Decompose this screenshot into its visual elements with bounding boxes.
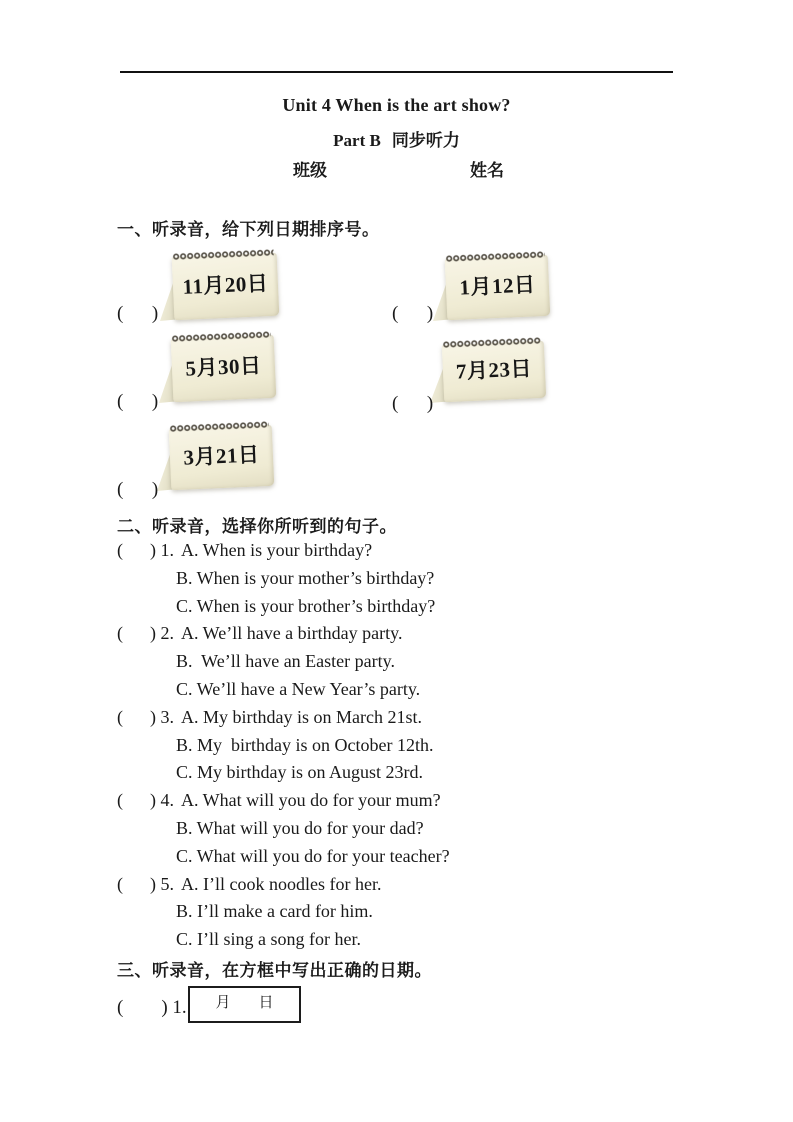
section1-heading: 一、听录音，给下列日期排序号。 bbox=[117, 220, 380, 239]
calendar-date: 7月23日 bbox=[455, 355, 533, 384]
question-1-option-a: A. When is your birthday? bbox=[181, 540, 373, 560]
calendar-photo-mar21 bbox=[157, 421, 273, 491]
question-list bbox=[117, 537, 677, 954]
day-label: 日 bbox=[258, 995, 274, 1011]
calendar-photo-jul23 bbox=[430, 337, 545, 403]
calendar-spiral-binding bbox=[443, 336, 541, 349]
page-subtitle bbox=[0, 126, 793, 151]
calendar-date: 5月30日 bbox=[184, 352, 262, 381]
question-3-answer-marker: ( ) 3. bbox=[117, 706, 174, 727]
question-2-option-b: B. We’ll have an Easter party. bbox=[176, 651, 395, 672]
class-label: 班级 bbox=[293, 161, 327, 180]
calendar-paper bbox=[169, 425, 275, 490]
question-5-option-b: B. I’ll make a card for him. bbox=[176, 901, 373, 922]
question-1-option-c: C. When is your brother’s birthday? bbox=[176, 595, 436, 616]
calendar-date: 1月12日 bbox=[458, 271, 536, 300]
subtitle-listening-label: 同步听力 bbox=[391, 131, 460, 150]
question-2-option-c: C. We’ll have a New Year’s party. bbox=[176, 678, 421, 699]
question-5-option-c: C. I’ll sing a song for her. bbox=[176, 929, 361, 950]
answer-slot-4: ( ) bbox=[392, 393, 434, 414]
section3-heading: 三、听录音，在方框中写出正确的日期。 bbox=[117, 961, 432, 980]
answer-slot-2: ( ) bbox=[392, 303, 434, 324]
calendar-paper bbox=[445, 255, 551, 320]
section2-heading: 二、听录音，选择你所听到的句子。 bbox=[117, 517, 397, 536]
question-3-option-c: C. My birthday is on August 23rd. bbox=[176, 762, 424, 783]
question-2-option-a: A. We’ll have a birthday party. bbox=[181, 623, 403, 644]
question-4-answer-marker: ( ) 4. bbox=[117, 790, 174, 811]
question-3-option-b: B. My birthday is on October 12th. bbox=[176, 734, 434, 755]
question-3-option-a: A. My birthday is on March 21st. bbox=[181, 706, 422, 727]
calendar-photo-may30 bbox=[159, 331, 275, 403]
calendar-spiral-binding bbox=[445, 250, 544, 263]
question-2-answer-marker: ( ) 2. bbox=[117, 623, 174, 644]
calendar-photo-nov20 bbox=[160, 249, 278, 321]
question-1-line-a bbox=[117, 537, 677, 565]
section3-item-1-marker: ( ) 1. bbox=[117, 997, 187, 1018]
calendar-paper bbox=[442, 341, 546, 402]
calendar-spiral-binding bbox=[172, 248, 273, 261]
calendar-date: 3月21日 bbox=[182, 441, 260, 470]
question-1-answer-marker: ( ) 1. bbox=[117, 540, 174, 560]
question-3-line-a bbox=[117, 704, 677, 732]
question-4-option-c: C. What will you do for your teacher? bbox=[176, 845, 450, 866]
question-2-line-a bbox=[117, 620, 677, 648]
header-rule bbox=[120, 71, 673, 73]
subtitle-part-label: Part B bbox=[333, 131, 381, 150]
answer-slot-5: ( ) bbox=[117, 479, 159, 500]
calendar-photo-jan12 bbox=[433, 251, 549, 321]
question-4-option-b: B. What will you do for your dad? bbox=[176, 817, 424, 838]
date-answer-box bbox=[188, 986, 301, 1023]
question-1-option-b: B. When is your mother’s birthday? bbox=[176, 567, 435, 588]
name-label: 姓名 bbox=[470, 161, 504, 180]
answer-slot-3: ( ) bbox=[117, 391, 159, 412]
calendar-spiral-binding bbox=[171, 330, 270, 343]
calendar-spiral-binding bbox=[169, 420, 268, 433]
month-label: 月 bbox=[215, 995, 231, 1011]
question-4-line-a bbox=[117, 787, 677, 815]
question-5-line-a bbox=[117, 871, 677, 899]
calendar-date: 11月20日 bbox=[182, 270, 269, 299]
calendar-paper bbox=[171, 335, 277, 402]
question-5-answer-marker: ( ) 5. bbox=[117, 873, 174, 894]
calendar-paper bbox=[172, 253, 280, 321]
page-title: Unit 4 When is the art show? bbox=[282, 95, 511, 115]
question-5-option-a: A. I’ll cook noodles for her. bbox=[181, 873, 382, 894]
answer-slot-1: ( ) bbox=[117, 303, 159, 324]
question-4-option-a: A. What will you do for your mum? bbox=[181, 790, 441, 811]
